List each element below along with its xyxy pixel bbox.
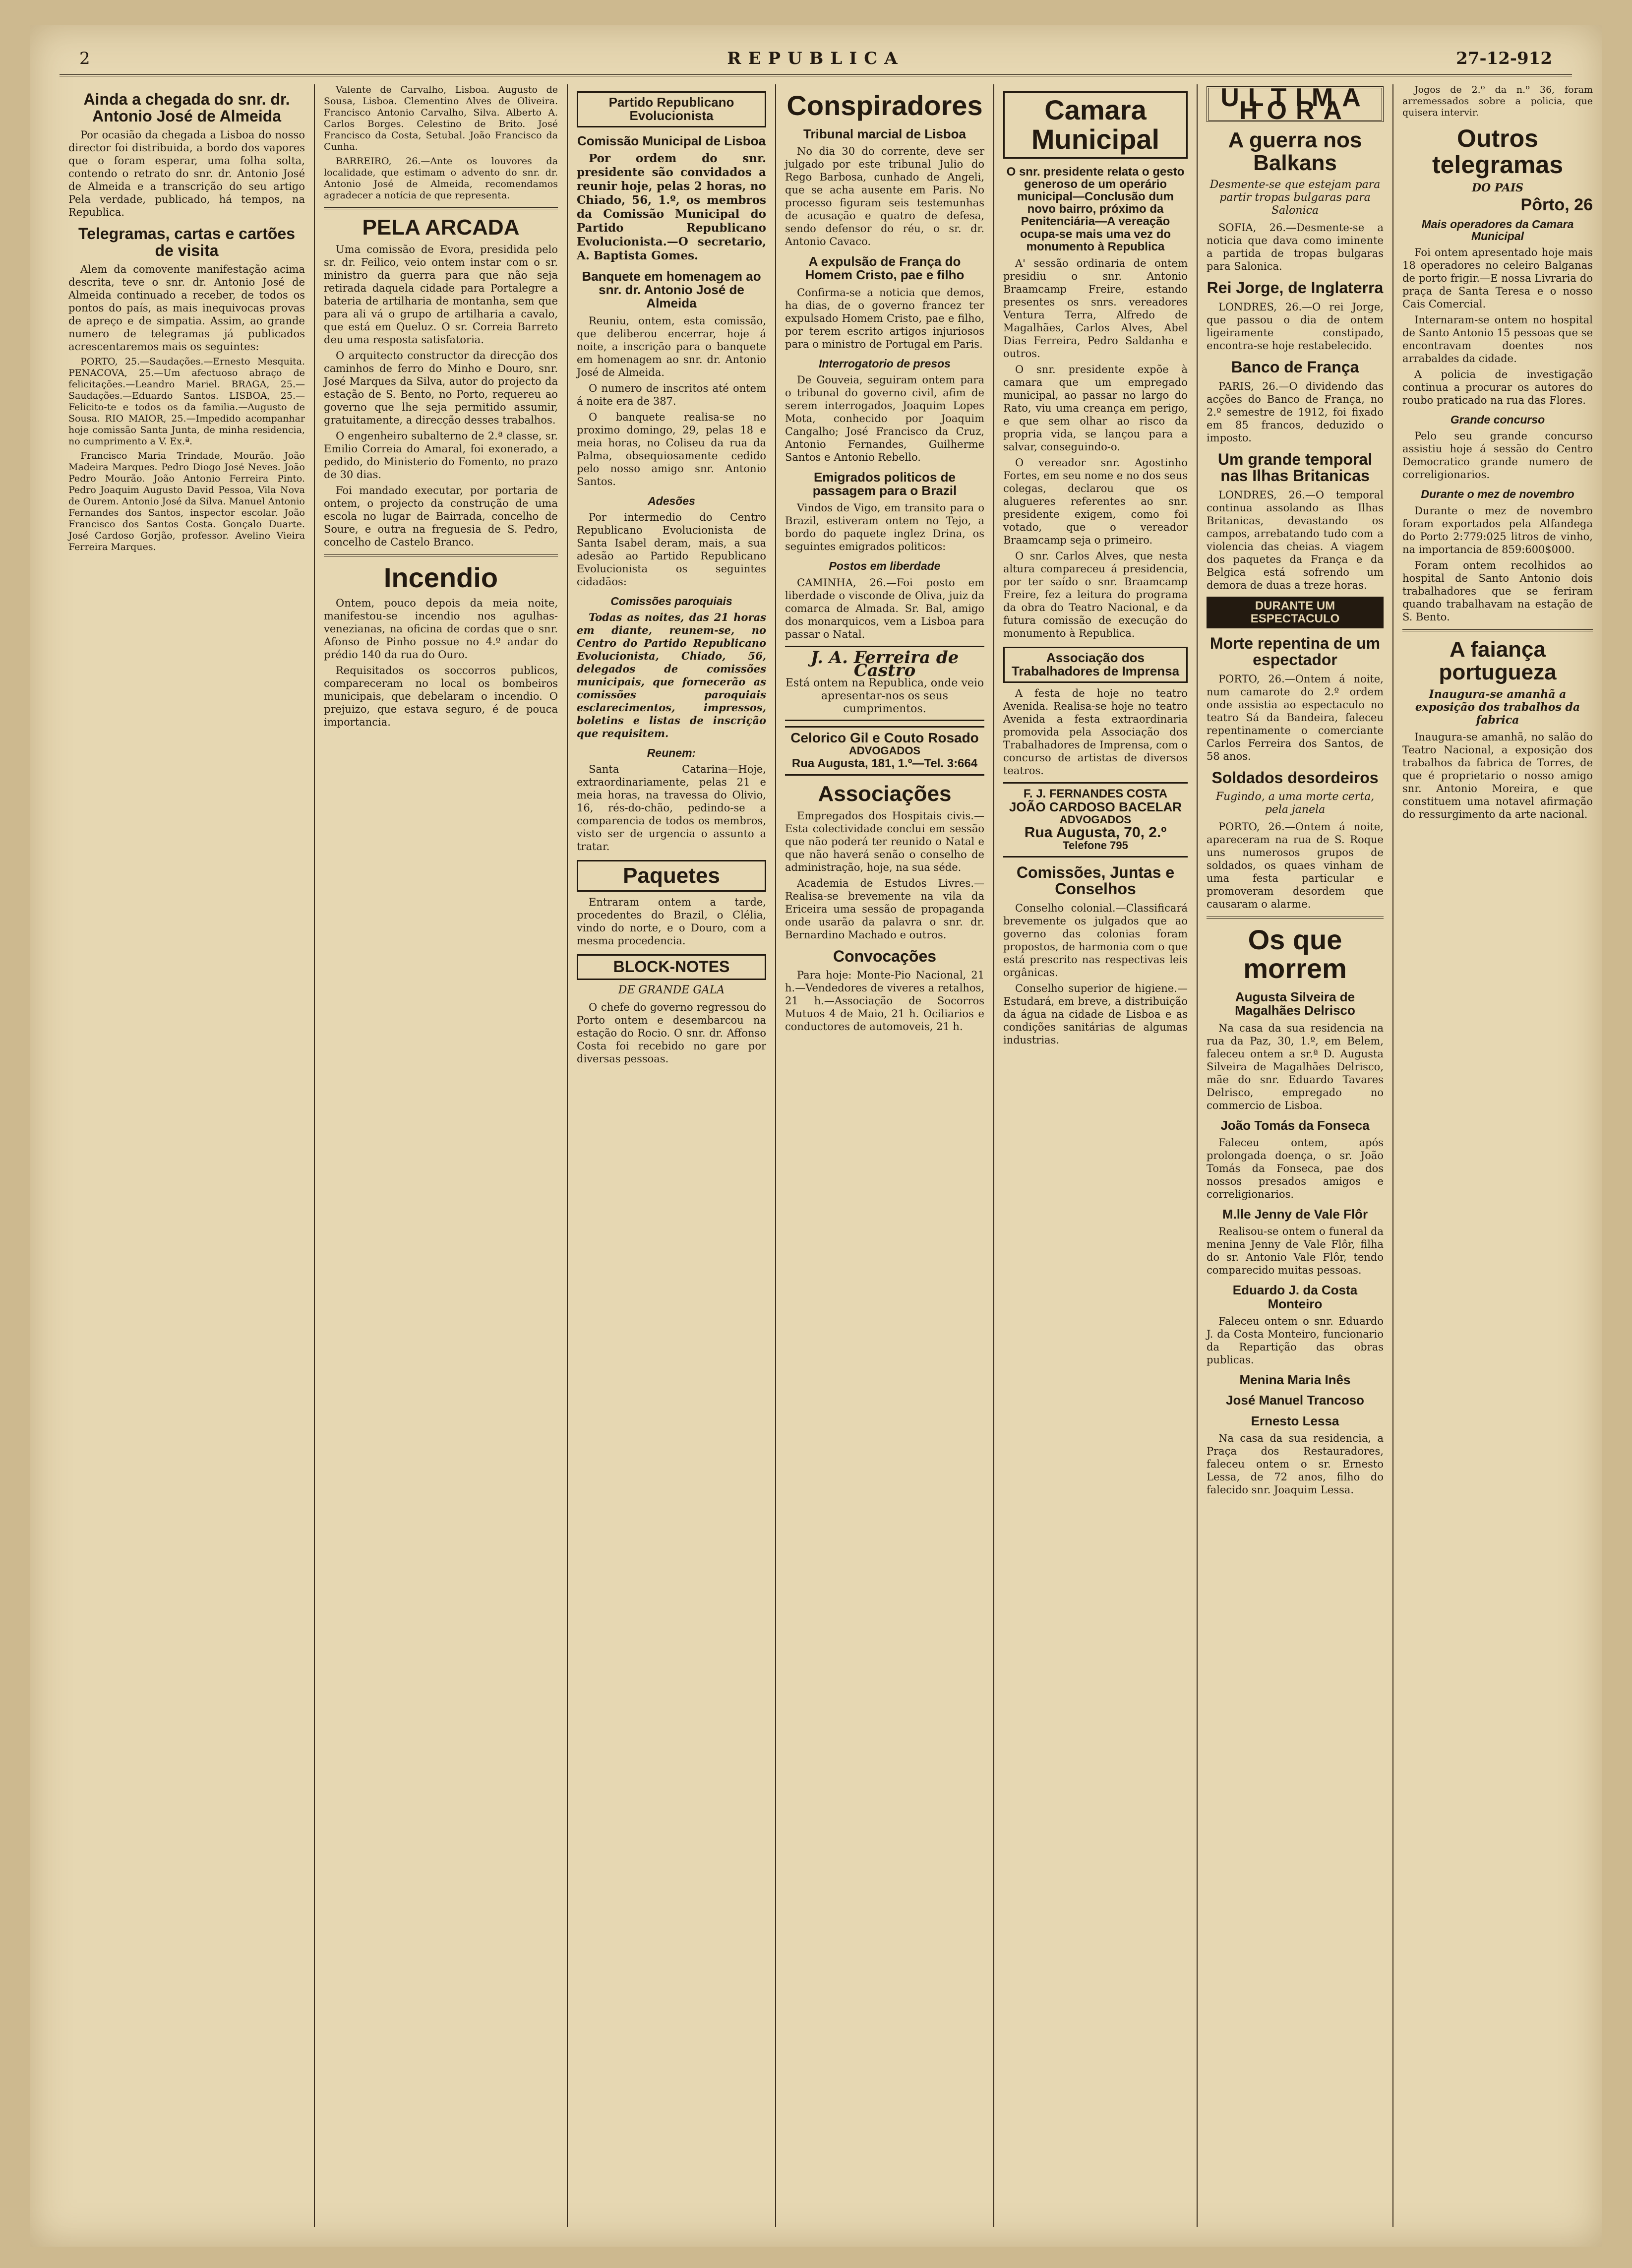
- article-text: Foi mandado executar, por portaria de ontem, o projecto da construção de uma escola no lugar de Bairrada, concelho de Soure, e outra na freguesia de S. Pedro, concelho de Castelo Branco.: [324, 485, 558, 549]
- column-4: [776, 84, 994, 2227]
- article-text: CAMINHA, 26.—Foi posto em liberdade o visconde de Oliva, juiz da comarca de Almada. Sr. Bal, amigo dos monarquicos, vem a Lisboa para passar o Natal.: [785, 576, 984, 640]
- headline-block-notes: BLOCK-NOTES: [577, 954, 766, 980]
- column-5: [994, 84, 1198, 2227]
- column-1: [60, 84, 315, 2227]
- article-text: Entraram ontem a tarde, procedentes do Brazil, o Clélia, vindo do norte, e o Douro, com a mesma procedencia.: [577, 896, 766, 947]
- obituary-name: Ernesto Lessa: [1251, 1413, 1339, 1428]
- article-text: Alem da comovente manifestação acima descrita, teve o snr. dr. Antonio José de Almeida continuado a receber, de todos os pontos do país, as mais inequivocas provas de apreço e de simpatia. Assim, ao grande numero de telegramas já publicados acrescentaremos mais os seguintes:: [68, 263, 305, 353]
- article-text: Faleceu ontem, após prolongada doença, o sr. João Tomás da Fonseca, pae dos nossos presados amigos e correligionarios.: [1207, 1137, 1384, 1201]
- article-text: O chefe do governo regressou do Porto ontem e desembarcou na estação do Rocio. O snr. dr. Affonso Costa foi recebido no gare por diversas pessoas.: [577, 1001, 766, 1065]
- article-text: Confirma-se a noticia que demos, ha dias, de o governo francez ter expulsado Homem Cristo, pae e filho, por terem escrito artigos injuriosos para o ministro de Portugal em Paris.: [785, 286, 984, 350]
- ad-subtitle: ADVOGADOS: [1059, 813, 1132, 826]
- column-7: [1393, 84, 1602, 2227]
- article-text: O snr. Carlos Alves, que nesta altura compareceu á presidencia, por ter saído o snr. Braamcamp Freire, fez a leitura do programa da obra do Teatro Nacional, e da futura comissão de execução do monumento à Republica.: [1003, 550, 1188, 639]
- ad-celorico: [785, 726, 984, 776]
- article-text: Reuniu, ontem, esta comissão, que deliberou encerrar, hoje á noite, a inscrição para o banquete em homenagem ao snr. dr. Antonio José de Almeida.: [577, 314, 766, 378]
- headline-tribunal: Tribunal marcial de Lisboa: [803, 126, 966, 141]
- page-number: 2: [79, 49, 90, 68]
- headline-operadores: Mais operadores da Camara Municipal: [1421, 218, 1574, 243]
- article-text: Faleceu ontem o snr. Eduardo J. da Costa Monteiro, funcionario da Repartição das obras publicas.: [1207, 1315, 1384, 1366]
- article-text: Para hoje: Monte-Pio Nacional, 21 h.—Vendedores de viveres a retalhos, 21 h.—Associação de Socorros Mutuos 4 de Maio, 21 h. Ociliarios e conductores de automoveis, 21 h.: [785, 969, 984, 1033]
- ultima-hora-banner: ULTIMA HORA: [1207, 86, 1384, 122]
- headline-camara: Camara Municipal: [1003, 91, 1188, 159]
- article-text: Uma comissão de Evora, presidida pelo sr. dr. Feilico, veio ontem instar com o sr. ministro da guerra para que não seja retirada daquela cidade para Portalegre a bateria de artilharia de montanha, sem que para ali vá o grupo de artilharia a cavalo, que está em Queluz. O sr. Correia Barreto deu uma resposta satisfatoria.: [324, 244, 558, 346]
- obituary-name: João Tomás da Fonseca: [1220, 1117, 1370, 1133]
- article-text: Jogos de 2.º da n.º 36, foram arremessados sobre a policia, que quisera intervir.: [1402, 84, 1593, 118]
- headline-soldados: Soldados desordeiros: [1211, 768, 1379, 787]
- divider: [1207, 917, 1384, 919]
- subheading: Desmente-se que estejam para partir tropas bulgaras para Salonica: [1209, 179, 1381, 217]
- article-text: No dia 30 do corrente, deve ser julgado por este tribunal Julio do Rego Barbosa, cunhado de Angeli, que se acha ausente em Paris. No processo figuram seis testemunhas de acusação e quatro de defesa, sendo defensor do réu, o sr. dr. Antonio Cavaco.: [785, 145, 984, 248]
- article-text: Ontem, pouco depois da meia noite, manifestou-se incendio nos agulhas-venezianas, na oficina de cordas que o snr. Afonso de Pinho possue no 4.º andar do prédio 140 da rua do Ouro.: [324, 597, 558, 661]
- issue-date: 27-12-912: [1456, 49, 1552, 68]
- obituary-name: José Manuel Trancoso: [1226, 1393, 1364, 1408]
- column-6: [1198, 84, 1393, 2227]
- article-text: Por ocasião da chegada a Lisboa do nosso director foi distribuida, a bordo dos vapores que o foram esperar, uma folha solta, contendo o retrato do snr. dr. Antonio José de Almeida e a transcrição do seu artigo Pela verdade, publicado, há tempos, na Republica.: [68, 129, 305, 219]
- article-text: PORTO, 26.—Ontem á noite, num camarote do 2.º ordem onde assistia ao espectaculo no teatro Sá da Bandeira, faleceu repentinamente o comerciante Carlos Ferreira dos Santos, de 58 anos.: [1207, 673, 1384, 762]
- article-text: O snr. presidente expõe à camara que um empregado municipal, ao passar no largo do Rato, viu uma creança em perigo, e que sem olhar ao risco da propria vida, se lançou para a salvar, conseguindo-o.: [1003, 363, 1188, 453]
- article-text: Valente de Carvalho, Lisboa. Augusto de Sousa, Lisboa. Clementino Alves de Oliveira. Francisco Antonio Carvalho, Silva. Alberto A. Carlos Borges. Celestino de Brito. José Francisco da Costa, Setubal. João Francisco da Cunha.: [324, 84, 558, 152]
- headline-comissoes-paroquiais: Comissões paroquiais: [610, 594, 732, 608]
- subheading: Fugindo, a uma morte certa, pela janela: [1215, 790, 1375, 816]
- ad-address: Rua Augusta, 70, 2.º: [1024, 824, 1167, 841]
- divider: [324, 554, 558, 556]
- headline-trabalhadores-imprensa: Associação dos Trabalhadores de Imprensa: [1003, 647, 1188, 683]
- headline-reunem: Reunem:: [647, 746, 696, 760]
- ad-name: JOÃO CARDOSO BACELAR: [1009, 799, 1182, 814]
- obituary-name: Menina Maria Inês: [1239, 1372, 1351, 1387]
- article-text: Academia de Estudos Livres.—Realisa-se brevemente na vila da Ericeira uma sessão de propaganda onde usarão da palavra o snr. dr. Bernardino Machado e outros.: [785, 877, 984, 941]
- headline-camara-summary: O snr. presidente relata o gesto generoso de um operário municipal—Conclusão dum novo bairro, próximo da Penitenciária—A vereação ocupa-se mais uma vez do monumento à Republica: [1006, 165, 1185, 253]
- article-text: A festa de hoje no teatro Avenida. Realisa-se hoje no teatro Avenida a festa extraordinaria promovida pela Associação dos Trabalhadores de Imprensa, com o concurso de artistas de diversos teatros.: [1003, 687, 1188, 777]
- headline-emigrados: Emigrados politicos de passagem para o Brazil: [812, 469, 957, 498]
- ad-advogados: [1003, 782, 1188, 858]
- obituary-name: Augusta Silveira de Magalhães Delrisco: [1235, 989, 1355, 1018]
- article-text: SOFIA, 26.—Desmente-se a noticia que dava como iminente a partida de tropas bulgaras para Salonica.: [1207, 222, 1384, 273]
- headline-telegramas: Telegramas, cartas e cartões de visita: [78, 225, 295, 259]
- ad-title: J. A. Ferreira de Castro: [810, 647, 959, 680]
- headline-adesoes: Adesões: [648, 494, 695, 507]
- headline-conspiradores: Conspiradores: [786, 90, 983, 121]
- subheading: Inaugura-se amanhã a exposição dos trabalhos da fabrica: [1415, 687, 1580, 727]
- article-text: A policia de investigação continua a procurar os autores do roubo praticado na rua das Flores.: [1402, 368, 1593, 407]
- headline-outros-telegramas: Outros telegramas: [1432, 124, 1564, 179]
- headline-incendio: Incendio: [383, 562, 498, 594]
- section-banner: DURANTE UM ESPECTACULO: [1207, 597, 1384, 628]
- notice-text: Por ordem do snr. presidente são convidados a reunir hoje, pelas 2 horas, no Chiado, 56, 1.º, os membros da Comissão Municipal do Partido Republicano Evolucionista.—O secretario, A. Baptista Gomes.: [577, 151, 766, 262]
- dateline: Pôrto, 26: [1520, 195, 1593, 214]
- article-text: LONDRES, 26.—O temporal continua assolando as Ilhas Britanicas, devastando os campos, arrebatando tudo com a violencia das cheias. A viagem dos paquetes da França e da Belgica está sofrendo um demora de duas a treze horas.: [1207, 489, 1384, 591]
- article-text: Foi ontem apresentado hoje mais 18 operadores no celeiro Balganas de porto frigir.—E nossa Livraria do praça de Santa Teresa e o nosso Cais Comercial.: [1402, 246, 1593, 310]
- article-text: O vereador snr. Agostinho Fortes, em seu nome e no dos seus colegas, declarou que os alugueres referentes ao snr. presidente exigem, como foi votado, que o vereador Braamcamp seja o primeiro.: [1003, 456, 1188, 546]
- article-text: De Gouveia, seguiram ontem para o tribunal do governo civil, afim de serem interrogados, Joaquim Lopes Mota, conhecido por Joaquim Cangalho; José Francisco da Cruz, Antonio Fernandes, Guilherme Santos e Antonio Rebello.: [785, 373, 984, 463]
- headline-balkans: A guerra nos Balkans: [1228, 128, 1362, 176]
- headline-comissao: Comissão Municipal de Lisboa: [577, 133, 766, 148]
- headline-liberdade: Postos em liberdade: [829, 559, 941, 573]
- ad-subtitle: ADVOGADOS: [848, 744, 921, 757]
- article-text: Requisitados os soccorros publicos, compareceram no local os bombeiros municipais, que debelaram o incendio. O prejuizo, que estava seguro, é de pouca importancia.: [324, 664, 558, 728]
- newspaper-page: [30, 25, 1602, 2247]
- article-text: Na casa da sua residencia, a Praça dos Restauradores, faleceu ontem o sr. Ernesto Lessa, de 72 anos, filho do falecido snr. Joaquim Lessa.: [1207, 1432, 1384, 1496]
- headline-grande-concurso: Grande concurso: [1450, 413, 1545, 427]
- subheading: DO PAIS: [1471, 182, 1524, 194]
- headline-expulsao: A expulsão de França do Homem Cristo, pae e filho: [805, 254, 965, 283]
- column-2: [315, 84, 568, 2227]
- ad-name: F. J. FERNANDES COSTA: [1023, 787, 1168, 800]
- headline-os-que-morrem: Os que morrem: [1243, 923, 1347, 984]
- headline-interrogatorio: Interrogatorio de presos: [819, 357, 951, 370]
- headline-faianca: A faiança portugueza: [1439, 637, 1557, 684]
- article-text: A' sessão ordinaria de ontem presidiu o snr. Antonio Braamcamp Freire, estando presentes os snrs. vereadores Ventura Terra, Alfredo de Magalhães, Carlos Alves, Abel Dias Ferreira, Pedro Saldanha e outros.: [1003, 257, 1188, 360]
- obituary-name: Eduardo J. da Costa Monteiro: [1232, 1283, 1358, 1311]
- ad-phone: Telefone 795: [1063, 839, 1128, 852]
- article-text: PORTO, 26.—Ontem á noite, apareceram na rua de S. Roque uns numerosos grupos de soldados, os quaes vinham de uma festa particular e promoveram desordem que causaram o alarme.: [1207, 820, 1384, 910]
- headline-morte: Morte repentina de um espectador: [1209, 634, 1381, 669]
- headline-convocacoes: Convocações: [833, 947, 937, 965]
- headline-comissoes: Comissões, Juntas e Conselhos: [1016, 863, 1175, 898]
- article-text: PARIS, 26.—O dividendo das acções do Banco de França, no 2.º semestre de 1912, foi fixado em 85 francos, deduzido o imposto.: [1207, 380, 1384, 444]
- headline-chegada: Ainda a chegada do snr. dr. Antonio José de Almeida: [83, 90, 290, 125]
- headline-novembro: Durante o mez de novembro: [1421, 488, 1574, 501]
- headline-associacoes: Associações: [818, 781, 952, 806]
- article-text: O banquete realisa-se no proximo domingo, 29, pelas 18 e meia horas, no Coliseu da rua da Palma, obsequiosamente cedido pelo nosso amigo snr. Antonio Santos.: [577, 411, 766, 488]
- article-text: Vindos de Vigo, em transito para o Brazil, estiveram ontem no Tejo, a bordo do paquete inglez Drina, os seguintes emigrados politicos:: [785, 502, 984, 553]
- article-text: Durante o mez de novembro foram exportados pela Alfandega do Porto 2:779:025 litros de vinho, na importancia de 859:600$000.: [1402, 504, 1593, 555]
- article-text: O arquitecto constructor da direcção dos caminhos de ferro do Minho e Douro, snr. José Marques da Silva, autor do projecto da estação de S. Bento, no Porto, requereu ao governo que lhe seja permitido assumir, gratuitamente, a direcção desses trabalhos.: [324, 350, 558, 427]
- ad-text: Está ontem na Republica, onde veio apresentar-nos os seus cumprimentos.: [785, 676, 984, 715]
- article-text: Na casa da sua residencia na rua da Paz, 30, 1.º, em Belem, faleceu ontem a sr.ª D. Augusta Silveira de Magalhães Delrisco, mãe do snr. Eduardo Tavares Delrisco, empregado no commercio de Lisboa.: [1207, 1022, 1384, 1111]
- article-text: O numero de inscritos até ontem á noite era de 387.: [577, 382, 766, 407]
- ad-title: Celorico Gil e Couto Rosado: [790, 730, 979, 745]
- subheading: DE GRANDE GALA: [618, 983, 725, 996]
- obituary-name: M.lle Jenny de Vale Flôr: [1222, 1207, 1368, 1222]
- article-text: Todas as noites, das 21 horas em diante, reunem-se, no Centro do Partido Republicano Evolucionista, Chiado, 56, delegados de comissões municipais, que fornecerão as comissões paroquiais esclarecimentos, impressos, boletins e listas de inscrição que requisitem.: [577, 611, 766, 740]
- article-text: Santa Catarina—Hoje, extraordinariamente, pelas 21 e meia horas, na travessa do Olivio, 16, rés-do-chão, pedindo-se a comparencia de todos os membros, visto ser de urgencia o assunto a tratar.: [577, 763, 766, 853]
- headline-rei-jorge: Rei Jorge, de Inglaterra: [1207, 279, 1384, 297]
- article-text: Internaram-se ontem no hospital de Santo Antonio 15 pessoas que se encontravam doentes nos arrabaldes da cidade.: [1402, 314, 1593, 365]
- column-3: [568, 84, 776, 2227]
- article-text: PORTO, 25.—Saudações.—Ernesto Mesquita. PENACOVA, 25.—Um afectuoso abraço de felicitações.—Leandro Mariel. BRAGA, 25.—Saudações.—Eduardo Santos. LISBOA, 25.—Felicito-te e todos os da familia.—Augusto de Sousa. RIO MAIOR, 25.—Impedido acompanhar hoje comissão Santa Junta, de minha residencia, no cumprimento a V. Ex.ª.: [68, 356, 305, 447]
- article-text: Realisou-se ontem o funeral da menina Jenny de Vale Flôr, filha do sr. Antonio Vale Flôr, tendo comparecido muitas pessoas.: [1207, 1226, 1384, 1277]
- article-text: Por intermedio do Centro Republicano Evolucionista de Santa Isabel deram, mais, a sua adesão ao Partido Republicano Evolucionista os seguintes cidadãos:: [577, 511, 766, 588]
- divider: [1402, 629, 1593, 631]
- headline-banquete: Banquete em homenagem ao snr. dr. Antonio José de Almeida: [582, 268, 761, 311]
- article-text: Pelo seu grande concurso assistiu hoje á sessão do Centro Democratico grande numero de correligionarios.: [1402, 430, 1593, 481]
- article-text: LONDRES, 26.—O rei Jorge, que passou o dia de ontem ligeiramente constipado, encontra-se hoje restabelecido.: [1207, 301, 1384, 352]
- article-text: Conselho superior de higiene.—Estudará, em breve, a distribuição da água na cidade de Lisboa e as condições sanitárias de algumas industrias.: [1003, 982, 1188, 1046]
- article-text: Empregados dos Hospitais civis.—Esta colectividade conclui em sessão que não poderá ter reunido o Natal e que não haverá senão o conselho de administração, hoje, na sua séde.: [785, 809, 984, 873]
- article-text: O engenheiro subalterno de 2.ª classe, sr. Emilio Correia do Amaral, foi exonerado, a pedido, do Ministerio do Fomento, no prazo de 30 dias.: [324, 430, 558, 481]
- article-text: Conselho colonial.—Classificará brevemente os julgados que ao governo das colonias foram propostos, de harmonia com o que está prescrito nas respectivas leis orgânicas.: [1003, 902, 1188, 979]
- article-text: Foram ontem recolhidos ao hospital de Santo Antonio dois trabalhadores que se feriram quando trabalhavam na estação de S. Bento.: [1402, 559, 1593, 623]
- headline-temporal: Um grande temporal nas Ilhas Britanicas: [1217, 450, 1373, 485]
- headline-paquetes: Paquetes: [577, 860, 766, 892]
- article-text: Inaugura-se amanhã, no salão do Teatro Nacional, a exposição dos trabalhos da fabrica de Torres, de que é proprietario o nosso amigo snr. Antonio Moreira, e que constituem uma notavel afirmação do ressurgimento da arte nacional.: [1402, 731, 1593, 820]
- headline-partido: Partido Republicano Evolucionista: [577, 91, 766, 127]
- divider: [324, 207, 558, 209]
- headline-pela-arcada: PELA ARCADA: [362, 215, 520, 240]
- masthead: [60, 40, 1572, 76]
- ad-address: Rua Augusta, 181, 1.º—Tel. 3:664: [791, 756, 978, 770]
- ad-ferreira-castro: [785, 646, 984, 721]
- article-text: Francisco Maria Trindade, Mourão. João Madeira Marques. Pedro Diogo José Neves. João Pedro Mourão. João Antonio Ferreira Pinto. Pedro Joaquim Augusto David Pessoa, Vila Nova de Ourem. Antonio José da Silva. Manuel Antonio Fernandes dos Santos, inspector escolar. João Francisco dos Santos Costa. Gonçalo Duarte. José Cardoso Gorjão, professor. Avelino Vieira Ferreira Marques.: [68, 450, 305, 553]
- newspaper-name: REPUBLICA: [727, 49, 905, 68]
- headline-banco-franca: Banco de França: [1231, 358, 1359, 376]
- article-text: BARREIRO, 26.—Ante os louvores da localidade, que estimam o advento do snr. dr. Antonio José de Almeida, recomendamos agradecer a notícia de que representa.: [324, 156, 558, 201]
